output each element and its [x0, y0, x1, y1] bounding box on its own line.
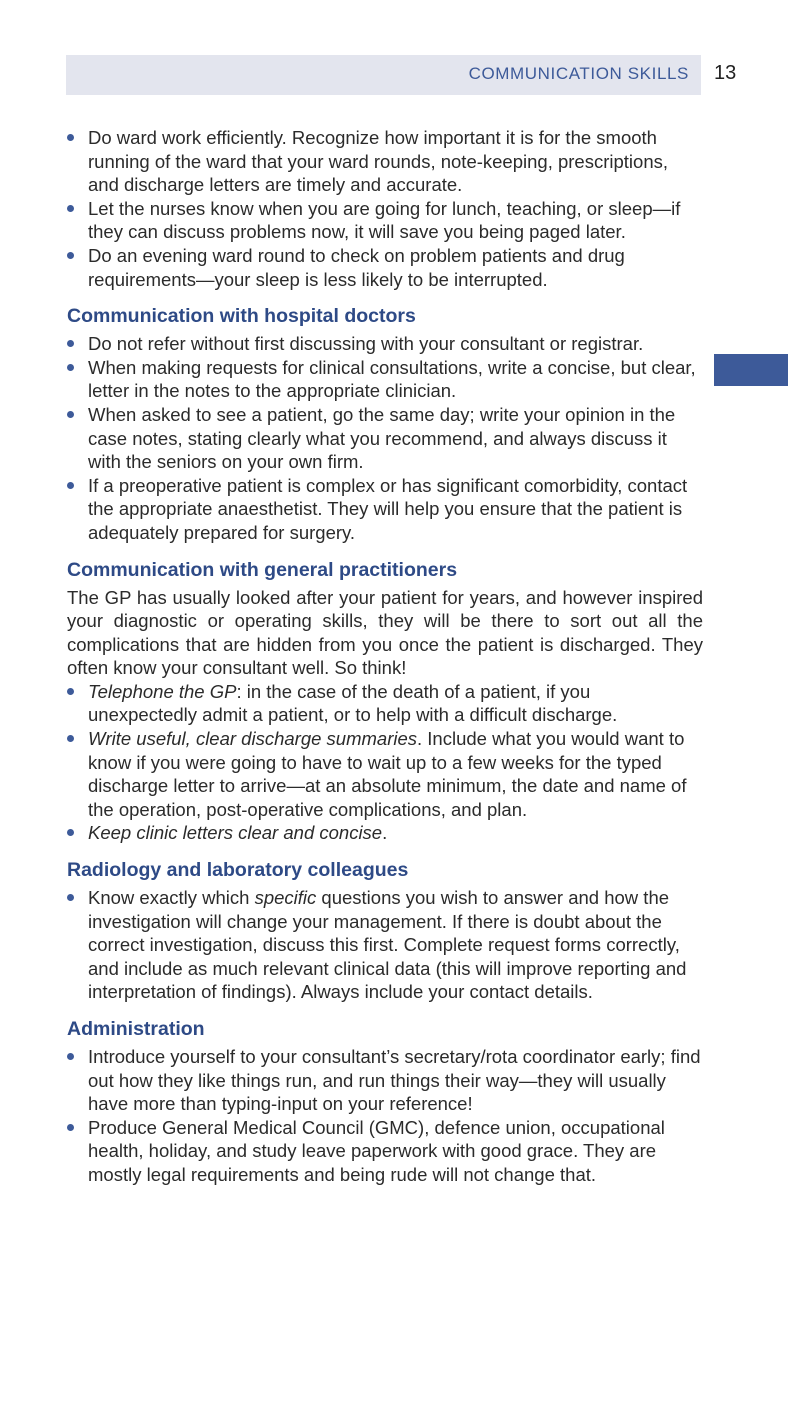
page-number: 13 — [714, 62, 737, 84]
list-item-text: Produce General Medical Council (GMC), defence union, occupational health, holiday, and study leave paperwork with good grace. They are mostly legal requirements and being rude will not change that. — [88, 1116, 665, 1185]
list-item — [67, 1045, 703, 1116]
list-item-text: If a preoperative patient is complex or has significant comorbidity, contact the appropriate anaesthetist. They will help you ensure that the patient is adequately prepared for surgery. — [88, 474, 688, 543]
list-item — [67, 356, 703, 403]
list-item-lead: Write useful, clear discharge summaries — [88, 728, 417, 750]
list-item-lead: Telephone the GP — [88, 680, 237, 702]
gp-bullet-list — [67, 680, 703, 845]
running-header-title: COMMUNICATION SKILLS — [468, 64, 689, 83]
list-item-text: . — [382, 822, 388, 844]
list-item-text: Do an evening ward round to check on problem patients and drug requirements—your sleep is less likely to be interrupted. — [88, 244, 625, 290]
bullet-icon — [67, 364, 74, 371]
bullet-icon — [67, 411, 74, 418]
bullet-icon — [67, 894, 74, 901]
list-item — [67, 1116, 703, 1187]
section-heading-radiology: Radiology and laboratory colleagues — [67, 859, 409, 882]
list-item-text: Do ward work efficiently. Recognize how important it is for the smooth running of the ward that your ward rounds, note-keeping, prescriptions, and discharge letters are timely and accurate. — [88, 127, 668, 196]
intro-bullet-list — [67, 126, 703, 291]
bullet-icon — [67, 1053, 74, 1060]
bullet-icon — [67, 482, 74, 489]
hospital-doctors-bullet-list — [67, 332, 703, 544]
radiology-bullet-list — [67, 886, 703, 1004]
chapter-thumb-tab — [714, 354, 788, 386]
section-heading-hospital-doctors: Communication with hospital doctors — [67, 305, 416, 328]
list-item-emphasis: specific — [254, 887, 317, 909]
bullet-icon — [67, 134, 74, 141]
list-item-text: Introduce yourself to your consultant’s secretary/rota coordinator early; find out how they like things run, and run things their way—they will usually have more than typing-input on your reference! — [88, 1046, 701, 1115]
list-item-text: Know exactly which — [88, 887, 255, 909]
list-item-text: Do not refer without first discussing with your consultant or registrar. — [88, 333, 644, 355]
list-item — [67, 332, 703, 356]
list-item-text: : in the case of the death of a patient, if you unexpectedly admit a patient, or to help with a difficult discharge. — [88, 680, 618, 726]
section-heading-administration: Administration — [67, 1018, 205, 1040]
list-item-lead: Keep clinic letters clear and concise — [88, 822, 383, 844]
list-item — [67, 126, 703, 197]
section-heading-general-practitioners: Communication with general practitioners — [67, 558, 458, 581]
list-item — [67, 821, 703, 845]
list-item-text: When asked to see a patient, go the same day; write your opinion in the case notes, stating clearly what you recommend, and always discuss it with the seniors on your own firm. — [88, 403, 676, 473]
running-header — [66, 55, 701, 95]
list-item — [67, 197, 703, 244]
bullet-icon — [67, 205, 74, 212]
bullet-icon — [67, 829, 74, 836]
bullet-icon — [67, 735, 74, 742]
list-item — [67, 727, 703, 821]
list-item — [67, 680, 703, 727]
bullet-icon — [67, 1124, 74, 1131]
list-item-text: questions you wish to answer and how the investigation will change your management. If there is doubt about the correct investigation, discuss this first. Complete request forms correctly, and include as much relevant clinical data (this will improve reporting and interpretation of findings). Always include your contact details. — [88, 887, 687, 1003]
page-body — [67, 126, 703, 1187]
bullet-icon — [67, 340, 74, 347]
list-item-text: Let the nurses know when you are going for lunch, teaching, or sleep—if they can discuss problems now, it will save you being paged later. — [88, 197, 681, 243]
administration-bullet-list — [67, 1045, 703, 1187]
list-item-text: . Include what you would want to know if you were going to have to wait up to a few weeks for the typed discharge letter to arrive—at an absolute minimum, the date and name of the operation, post-operative complications, and plan. — [88, 728, 687, 820]
list-item — [67, 886, 703, 1004]
list-item — [67, 403, 703, 474]
list-item-text: When making requests for clinical consultations, write a concise, but clear, letter in the notes to the appropriate clinician. — [88, 356, 696, 402]
list-item — [67, 244, 703, 291]
bullet-icon — [67, 252, 74, 259]
bullet-icon — [67, 688, 74, 695]
list-item — [67, 474, 703, 545]
gp-paragraph: The GP has usually looked after your patient for years, and however inspired your diagnostic or operating skills, they will be there to sort out all the complications that are hidden from you once the patient is discharged. They often know your consultant well. So think! — [67, 586, 703, 679]
